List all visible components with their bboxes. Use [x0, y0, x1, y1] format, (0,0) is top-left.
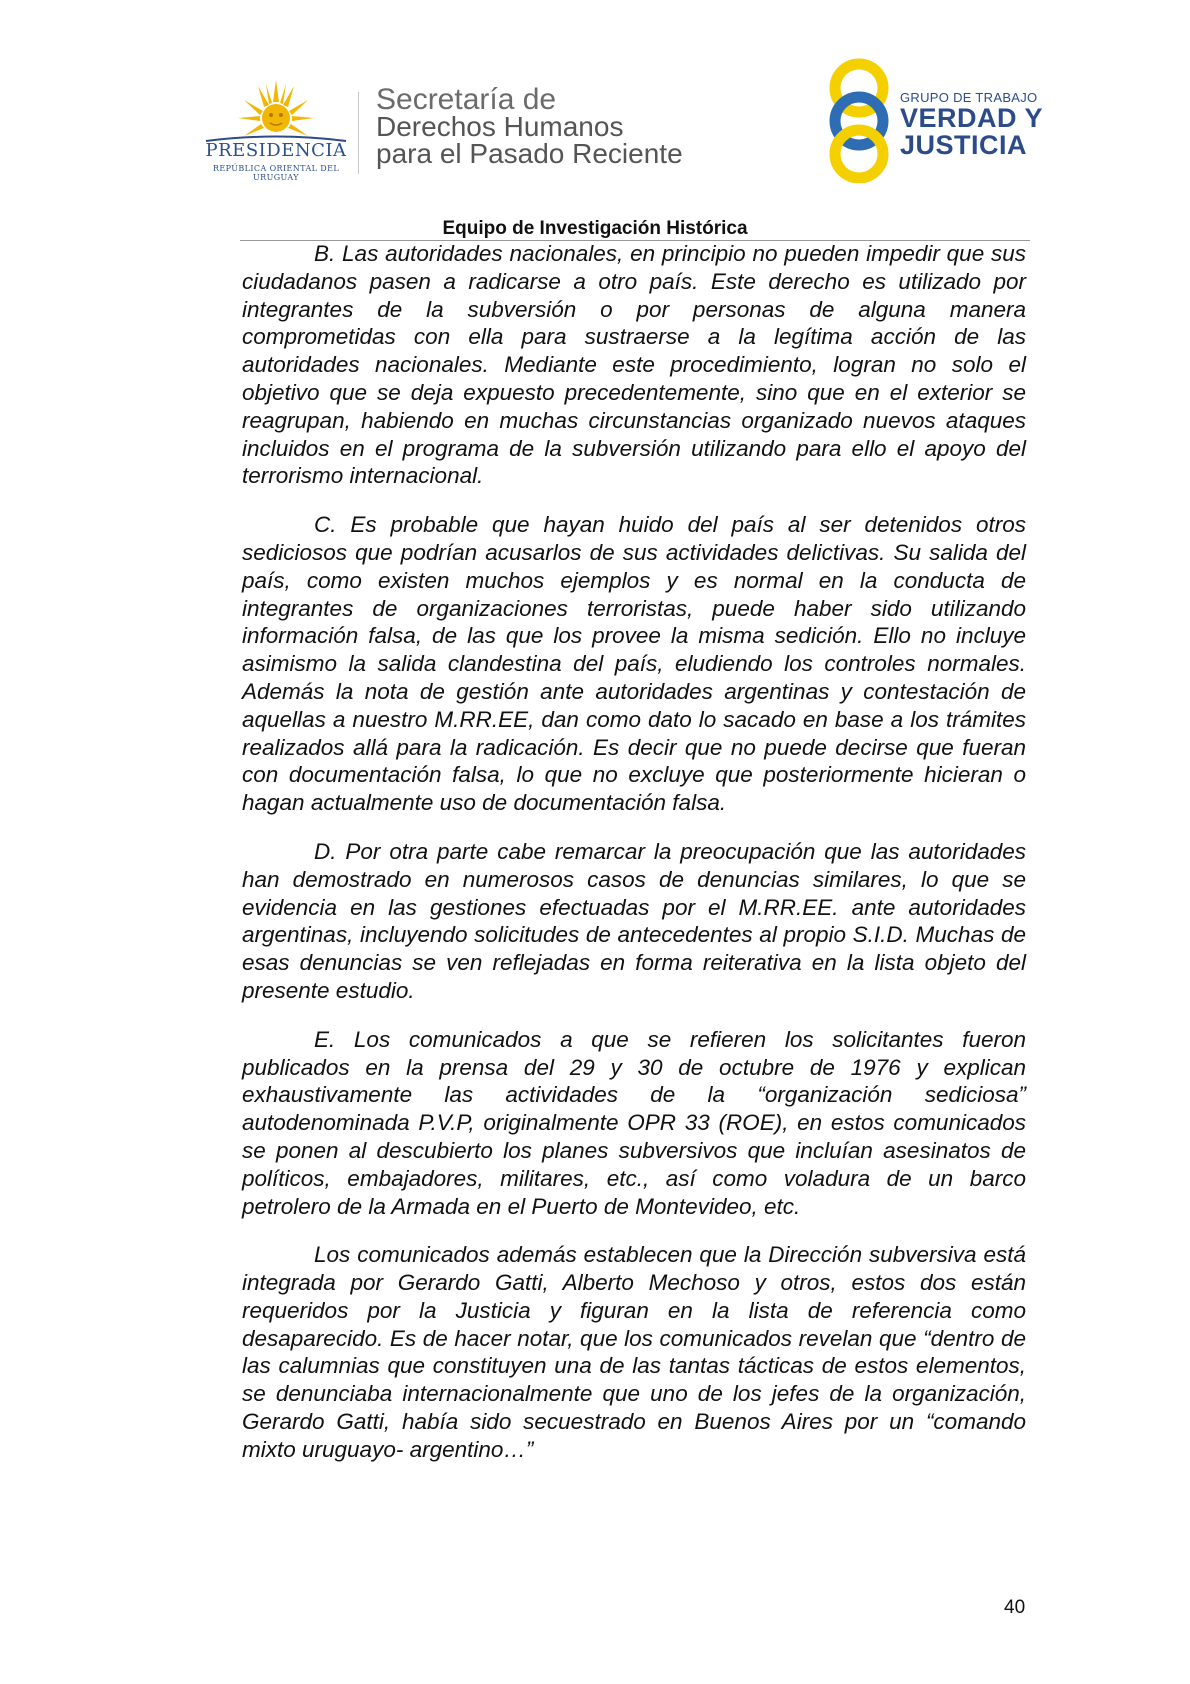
paragraph-e: E. Los comunicados a que se refieren los solicitantes fueron publicados en la prensa del 29 y 30 de octubre de 1976 y explican exhaustivamente las actividades de la “organización sediciosa” autodenominada P.V.P, originalmente OPR 33 (ROE), en estos comunicados se ponen al descubierto los planes subversivos que incluían asesinatos de políticos, embajadores, militares, etc., así como voladura de un barco petrolero de la Armada en el Puerto de Montevideo, etc.: [242, 1026, 1026, 1219]
paragraph-comunicados: Los comunicados además establecen que la Dirección subversiva está integrada por Gerardo Gatti, Alberto Mechoso y otros, estos dos están requeridos por la Justicia y figuran en la lista de referencia como desaparecido. Es de hacer notar, que los comunicados revelan que “dentro de las calumnias que constituyen una de las tantas tácticas de estos elementos, se denunciaba internacionalmente que uno de los jefes de la organización, Gerardo Gatti, había sido secuestrado en Buenos Aires por un “comando mixto uruguayo- argentino…”: [242, 1242, 1026, 1462]
paragraph-d: D. Por otra parte cabe remarcar la preocupación que las autoridades han demostrado en numerosos casos de denuncias similares, lo que se evidencia en las gestiones efectuadas por el M.RR.EE. ante autoridades argentinas, incluyendo solicitudes de antecedentes al propio S.I.D. Muchas de esas denuncias se ven reflejadas en forma reiterativa en la lista objeto del presente estudio.: [242, 838, 1026, 1003]
secretaria-line1: Secretaría de: [376, 83, 557, 116]
vyj-small-caption: GRUPO DE TRABAJO: [900, 90, 1038, 105]
verdad-justicia-text: [900, 90, 1043, 159]
presidencia-subtitle: REPÚBLICA ORIENTAL DEL URUGUAY: [212, 164, 340, 182]
verdad-justicia-logo: [826, 58, 1046, 183]
interlocked-rings-icon: [826, 58, 896, 183]
presidencia-wordmark: PRESIDENCIA: [205, 140, 347, 161]
team-title: Equipo de Investigación Histórica: [442, 218, 748, 239]
vyj-line2: JUSTICIA: [900, 130, 1028, 160]
vyj-line1: VERDAD Y: [900, 103, 1044, 133]
page-number: 40: [1004, 1597, 1026, 1618]
presidencia-logo: [196, 78, 356, 182]
paragraph-c: C. Es probable que hayan huido del país al ser detenidos otros sediciosos que podrían acusarlos de sus actividades delictivas. Su salida del país, como existen muchos ejemplos y es normal en la conducta de integrantes de organizaciones terroristas, puede haber sido utilizando información falsa, de las que los provee la misma sedición. Ello no incluye asimismo la salida clandestina del país, eludiendo los controles normales. Además la nota de gestión ante autoridades argentinas y contestación de aquellas a nuestro M.RR.EE, dan como dato lo sacado en base a los trámites realizados allá para la radicación. Es decir que no puede decirse que fueran con documentación falsa, lo que no excluye que posteriormente hicieran o hagan actualmente uso de documentación falsa.: [242, 512, 1026, 816]
paragraph-b: B. Las autoridades nacionales, en principio no pueden impedir que sus ciudadanos pasen a radicarse a otro país. Este derecho es utilizado por integrantes de la subversión o por personas de alguna manera comprometidas con ella para sustraerse a la legítima acción de las autoridades nacionales. Mediante este procedimiento, logran no solo el objetivo que se deja expuesto precedentemente, sino que en el exterior se reagrupan, habiendo en muchas circunstancias organizado nuevos ataques incluidos en el programa de la subversión utilizando para ello el apoyo del terrorismo internacional.: [242, 241, 1026, 489]
sun-emblem-icon: [236, 78, 316, 140]
secretaria-title: [376, 83, 683, 169]
document-body: [242, 240, 1026, 1485]
header-divider: [358, 92, 359, 174]
secretaria-line3: para el Pasado Reciente: [376, 138, 683, 169]
secretaria-line2: Derechos Humanos: [376, 111, 624, 142]
